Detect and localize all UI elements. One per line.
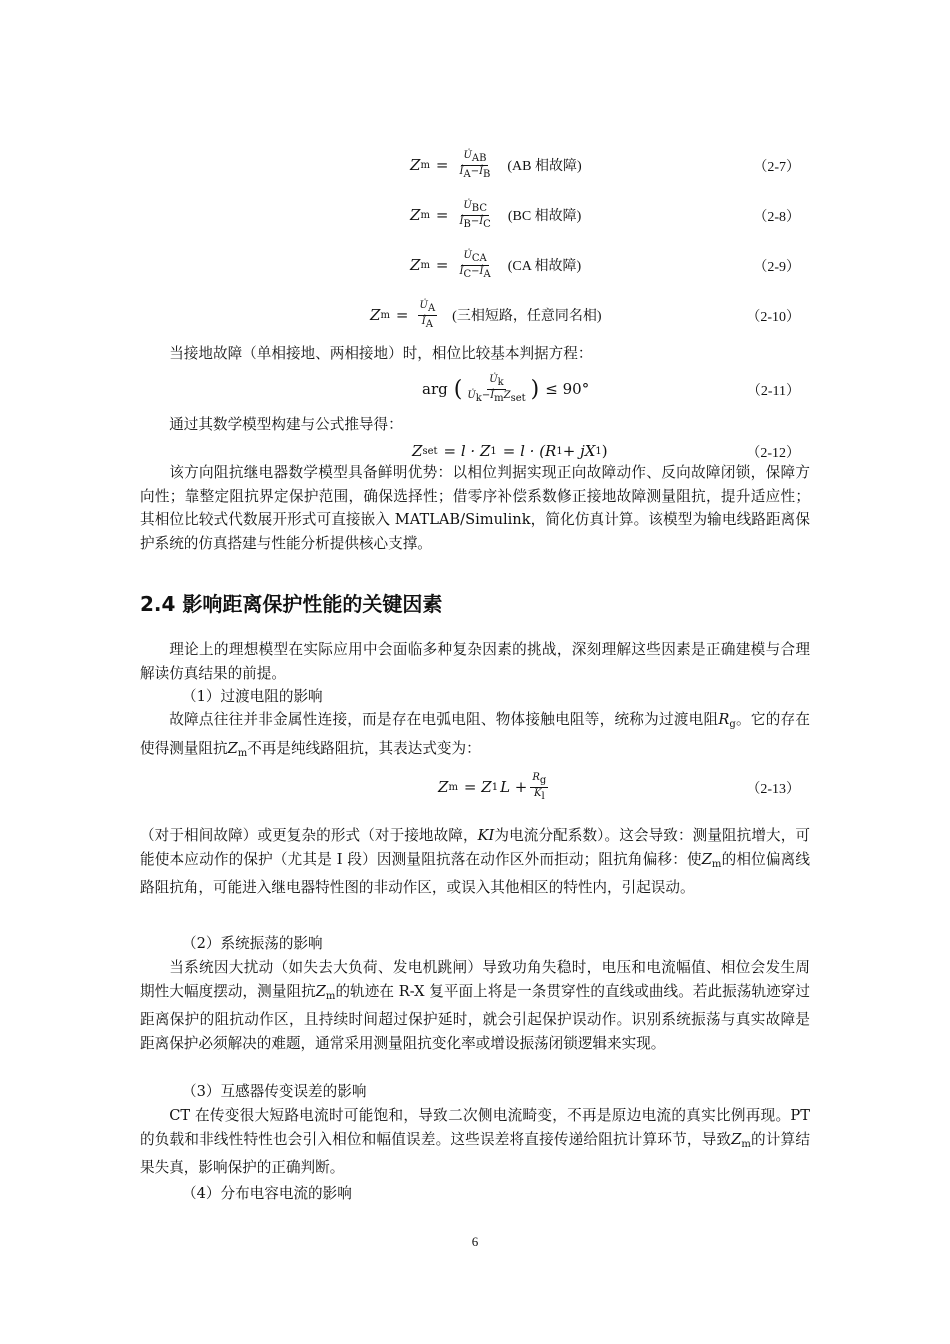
subsection-title-2: （2）系统振荡的影响 — [182, 935, 323, 952]
paragraph-ground-fault: 当接地故障（单相接地、两相接地）时，相位比较基本判据方程： — [169, 345, 593, 362]
fraction: $\frac{U̇CA}{İC-İA}$ — [459, 249, 491, 280]
equation-number: （2-9） — [753, 260, 800, 275]
equation-number: （2-10） — [746, 310, 800, 325]
fraction: $\frac{U̇A}{İA}$ — [419, 299, 436, 330]
equation-note: (CA 相故障) — [507, 259, 582, 274]
equation-number: （2-13） — [746, 782, 800, 797]
paragraph-derivation: 通过其数学模型构建与公式推导得： — [169, 416, 403, 433]
subsection-title-1: （1）过渡电阻的影响 — [182, 688, 323, 705]
equation-2-10: Z m = $\frac{U̇A}{İA}$ (三相短路，任意同名相) （2-10） — [370, 299, 800, 330]
equation-number: （2-8） — [753, 210, 800, 225]
paragraph-transition-resistance: 故障点往往并非金属性连接，而是存在电弧电阻、物体接触电阻等，统称为过渡电阻$R_g$。它的存在使得测量阻抗$Z_m$不再是纯线路阻抗，其表达式变为： — [140, 711, 810, 759]
equation-2-11: arg ( $\frac{U̇k}{\text{U̇k−İmZset}}$ ) ≤ 90° （2-11） — [422, 373, 800, 404]
equation-2-8: Z m = $\frac{U̇BC}{İB-İC}$ (BC 相故障) （2-8） — [410, 199, 800, 230]
section-heading: 2.4 影响距离保护性能的关键因素 — [140, 592, 443, 616]
equation-note: (AB 相故障) — [507, 159, 582, 174]
paragraph-power-swing: 当系统因大扰动（如失去大负荷、发电机跳闸）导致功角失稳时，电压和电流幅值、相位会发生周期性大幅度摆动，测量阻抗$Z_m$的轨迹在 R-X 复平面上将是一条贯穿性的直线或曲线。若此振荡轨迹穿过距离保护的阻抗动作区，且持续时间超过保护延时，就会引起保护误动作。识别系统振荡与真实故障是距离保护必须解决的难题，通常采用测量阻抗变化率或增设振荡闭锁逻辑来实现。 — [140, 959, 810, 1052]
equation-2-12: Z set = l · Z 1 = l · (R 1 + jX 1 ) （2-12） — [412, 442, 800, 461]
equation-note: (三相短路，任意同名相) — [452, 309, 602, 324]
fraction: $\frac{U̇k}{\text{U̇k−İmZset}}$ — [467, 373, 526, 404]
paragraph-transformer-error: CT 在传变很大短路电流时可能饱和，导致二次侧电流畸变，不再是原边电流的真实比例再现。PT 的负载和非线性特性也会引入相位和幅值误差。这些误差将直接传递给阻抗计算环节，导致$Z_m$的计算结果失真，影响保护的正确判断。 — [140, 1107, 810, 1176]
equation-note: (BC 相故障) — [507, 209, 582, 224]
eq-lhs: Z — [410, 156, 421, 174]
equation-number: （2-7） — [753, 160, 800, 175]
equation-2-13: Z m = Z 1 L + $\frac{Rg}{Kl}$ （2-13） — [438, 771, 800, 802]
subsection-title-4: （4）分布电容电流的影响 — [182, 1185, 352, 1202]
paragraph-transition-effects: （对于相间故障）或更复杂的形式（对于接地故障，KI为电流分配系数）。这会导致：测量阻抗增大，可能使本应动作的保护（尤其是 I 段）因测量阻抗落在动作区外而拒动；阻抗角偏移：使$Z_m$的相位偏离线路阻抗角，可能进入继电器特性图的非动作区，或误入其他相区的特性内，引起误动。 — [140, 827, 810, 896]
subsection-title-3: （3）互感器传变误差的影响 — [182, 1083, 367, 1100]
equation-2-7: Z m = $\frac{U̇AB}{İA-İB}$ (AB 相故障) （2-7） — [410, 149, 800, 180]
equation-number: （2-12） — [746, 446, 800, 461]
fraction: $\frac{Rg}{Kl}$ — [532, 771, 547, 802]
equation-2-9: Z m = $\frac{U̇CA}{İC-İA}$ (CA 相故障) （2-9） — [410, 249, 800, 280]
fraction: $\frac{U̇BC}{İB-İC}$ — [459, 199, 491, 230]
paragraph-intro: 理论上的理想模型在实际应用中会面临多种复杂因素的挑战，深刻理解这些因素是正确建模与合理解读仿真结果的前提。 — [140, 641, 810, 682]
page-number: 6 — [471, 1234, 479, 1249]
fraction: $\frac{U̇AB}{İA-İB}$ — [459, 149, 491, 180]
paragraph-advantages: 该方向阻抗继电器数学模型具备鲜明优势：以相位判据实现正向故障动作、反向故障闭锁，保障方向性；靠整定阻抗界定保护范围，确保选择性；借零序补偿系数修正接地故障测量阻抗，提升适应性；其相位比较式代数展开形式可直接嵌入 MATLAB/Simulink，简化仿真计算。该模型为输电线路距离保护系统的仿真搭建与性能分析提供核心支撑。 — [140, 464, 810, 552]
equation-number: （2-11） — [746, 384, 800, 399]
